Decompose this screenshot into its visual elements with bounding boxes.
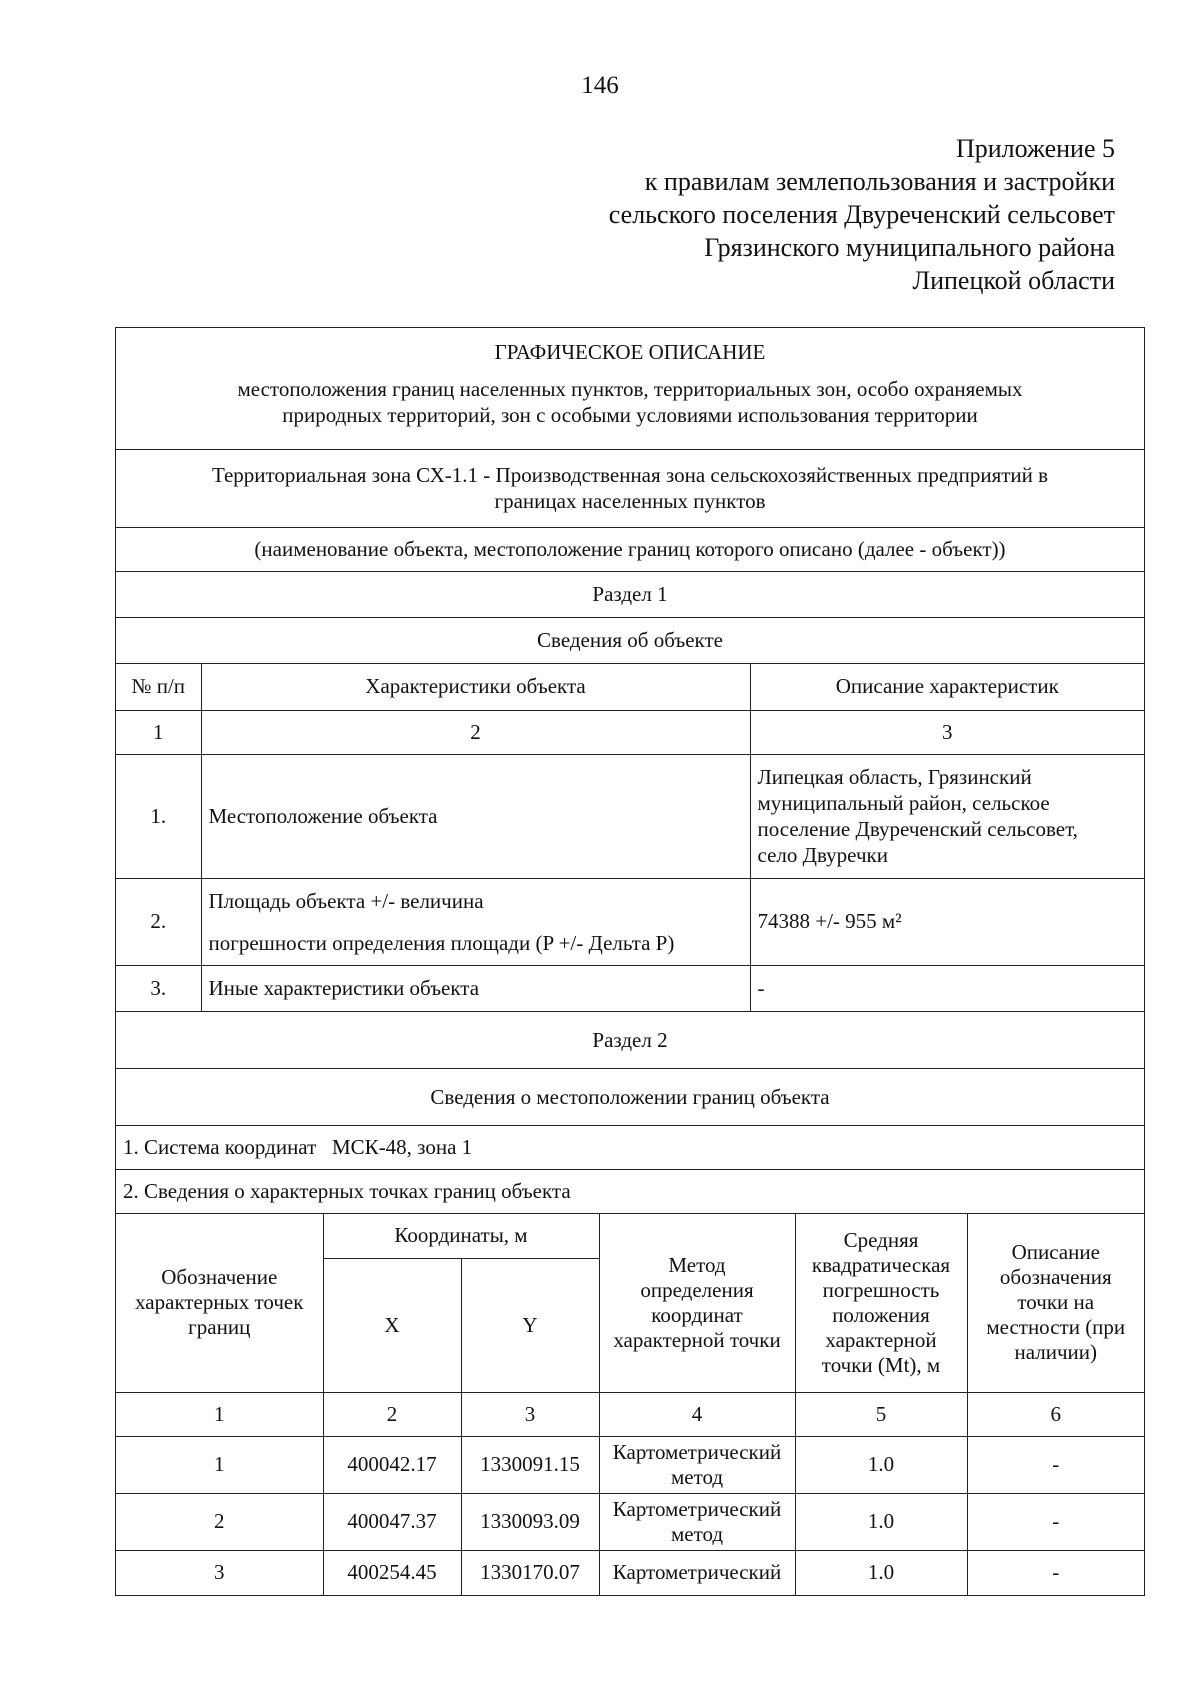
point-id: 2 — [116, 1493, 323, 1550]
point-x: 400047.37 — [323, 1493, 461, 1550]
row-number: 2. — [116, 878, 201, 965]
column-number-row — [116, 710, 1144, 754]
table-row — [116, 1436, 1144, 1493]
header-line: местности (при — [986, 1315, 1126, 1340]
header-line: характерной — [825, 1327, 937, 1352]
table-row — [116, 965, 1144, 1011]
table-row — [116, 754, 1144, 878]
method-line: метод — [670, 1521, 724, 1546]
method-line: метод — [670, 1464, 724, 1489]
table-row — [116, 878, 1144, 965]
point-mt: 1.0 — [795, 1493, 967, 1550]
points-title-text: 2. Сведения о характерных точках границ объекта — [123, 1179, 571, 1203]
point-method — [599, 1493, 795, 1550]
point-y: 1330170.07 — [461, 1550, 599, 1595]
col-header-error — [795, 1214, 967, 1392]
col-header-x: X — [323, 1258, 461, 1392]
row-number: 3. — [116, 965, 201, 1011]
value-line: муниципальный район, сельское — [757, 791, 1050, 815]
column-number: 2 — [323, 1392, 461, 1436]
page-number: 146 — [581, 72, 619, 99]
col-header-description: Описание характеристик — [750, 664, 1144, 710]
col-header-designation — [116, 1214, 323, 1392]
point-method — [599, 1436, 795, 1493]
zone-name — [116, 449, 1144, 527]
header-line: положения — [832, 1302, 930, 1327]
section2-subtitle-text: Сведения о местоположении границ объекта — [430, 1084, 830, 1109]
row-number: 1. — [116, 754, 201, 878]
object-info-table — [116, 664, 1144, 1011]
header-line: Метод — [668, 1252, 726, 1277]
col-header-characteristics: Характеристики объекта — [201, 664, 750, 710]
point-method: Картометрический — [599, 1550, 795, 1595]
value-line: село Двуречки — [757, 843, 888, 867]
column-number: 2 — [201, 710, 750, 754]
section1-title-text: Раздел 1 — [592, 582, 668, 606]
section2-subtitle — [116, 1068, 1144, 1125]
header-line: Описание — [1011, 1240, 1100, 1265]
header-line: характерных точек — [135, 1290, 304, 1315]
appendix-line: сельского поселения Двуреченский сельсовет — [608, 200, 1115, 229]
section1-subtitle-text: Сведения об объекте — [537, 628, 723, 652]
section2-title-text: Раздел 2 — [592, 1027, 668, 1052]
header-line: Средняя — [843, 1227, 919, 1252]
point-description: - — [967, 1436, 1144, 1493]
header-line: наличии) — [1014, 1340, 1097, 1365]
point-mt: 1.0 — [795, 1550, 967, 1595]
col-header-y: Y — [461, 1258, 599, 1392]
appendix-line: к правилам землепользования и застройки — [644, 167, 1115, 196]
col-header-point-description — [967, 1214, 1144, 1392]
characteristic-name: Иные характеристики объекта — [201, 965, 750, 1011]
characteristic-value: 74388 +/- 955 м² — [750, 878, 1144, 965]
header-line: обозначения — [999, 1265, 1112, 1290]
zone-name-line: границах населенных пунктов — [494, 489, 766, 513]
column-number: 1 — [116, 1392, 323, 1436]
header-line: характерной точки — [613, 1327, 781, 1352]
points-table-wrap — [116, 1213, 1144, 1595]
method-line: Картометрический — [612, 1496, 782, 1521]
characteristic-value: - — [750, 965, 1144, 1011]
col-header-number: № п/п — [116, 664, 201, 710]
points-title — [116, 1169, 1144, 1213]
header-line: границ — [188, 1315, 251, 1340]
col-header-method — [599, 1214, 795, 1392]
table-row — [116, 1550, 1144, 1595]
column-number: 4 — [599, 1392, 795, 1436]
section1-subtitle — [116, 617, 1144, 663]
point-id: 1 — [116, 1436, 323, 1493]
form-subtitle-line: местоположения границ населенных пунктов, территориальных зон, особо охраняемых — [237, 377, 1023, 401]
name-line: Площадь объекта +/- величина — [208, 888, 484, 913]
value-line: Липецкая область, Грязинский — [757, 765, 1032, 789]
characteristic-name: Местоположение объекта — [201, 754, 750, 878]
header-line: определения — [640, 1277, 754, 1302]
coordinate-system — [116, 1125, 1144, 1169]
header-line: точки (Mt), м — [821, 1352, 941, 1377]
method-line: Картометрический — [612, 1439, 782, 1464]
column-number-row — [116, 1392, 1144, 1436]
table-header-row — [116, 1214, 1144, 1258]
value-line: поселение Двуреченский сельсовет, — [757, 817, 1078, 841]
point-x: 400042.17 — [323, 1436, 461, 1493]
table-row — [116, 1493, 1144, 1550]
header-line: Обозначение — [161, 1265, 278, 1290]
graphic-description-form — [115, 327, 1145, 1596]
header-line: координат — [651, 1302, 743, 1327]
point-mt: 1.0 — [795, 1436, 967, 1493]
column-number: 5 — [795, 1392, 967, 1436]
form-subtitle-line: природных территорий, зон с особыми условиями использования территории — [282, 403, 978, 427]
point-y: 1330091.15 — [461, 1436, 599, 1493]
point-description: - — [967, 1493, 1144, 1550]
column-number: 1 — [116, 710, 201, 754]
form-header — [116, 328, 1144, 449]
header-line: квадратическая — [811, 1252, 951, 1277]
point-id: 3 — [116, 1550, 323, 1595]
appendix-line: Липецкой области — [912, 266, 1115, 295]
section2-title — [116, 1011, 1144, 1068]
form-subtitle — [116, 376, 1144, 428]
point-description: - — [967, 1550, 1144, 1595]
header-line: погрешность — [822, 1277, 940, 1302]
name-line: погрешности определения площади (P +/- Дельта P) — [208, 930, 675, 955]
boundary-points-table — [116, 1214, 1144, 1595]
column-number: 6 — [967, 1392, 1144, 1436]
point-x: 400254.45 — [323, 1550, 461, 1595]
characteristic-value — [750, 754, 1144, 878]
appendix-line: Приложение 5 — [955, 134, 1115, 163]
zone-name-line: Территориальная зона СХ-1.1 - Производственная зона сельскохозяйственных предприятий в — [211, 463, 1049, 487]
characteristic-name — [201, 878, 750, 965]
column-number: 3 — [750, 710, 1144, 754]
appendix-caption — [609, 132, 1115, 297]
table-header-row — [116, 664, 1144, 710]
object-note — [116, 527, 1144, 571]
appendix-line: Грязинского муниципального района — [704, 233, 1115, 262]
header-line: точки на — [1017, 1290, 1095, 1315]
section1-title — [116, 571, 1144, 617]
object-info-table-wrap — [116, 663, 1144, 1011]
object-note-text: (наименование объекта, местоположение границ которого описано (далее - объект)) — [254, 537, 1006, 561]
form-title: ГРАФИЧЕСКОЕ ОПИСАНИЕ — [494, 340, 766, 364]
coordinate-system-text: 1. Система координат МСК-48, зона 1 — [123, 1135, 473, 1159]
point-y: 1330093.09 — [461, 1493, 599, 1550]
column-number: 3 — [461, 1392, 599, 1436]
col-header-coordinates: Координаты, м — [323, 1214, 599, 1258]
